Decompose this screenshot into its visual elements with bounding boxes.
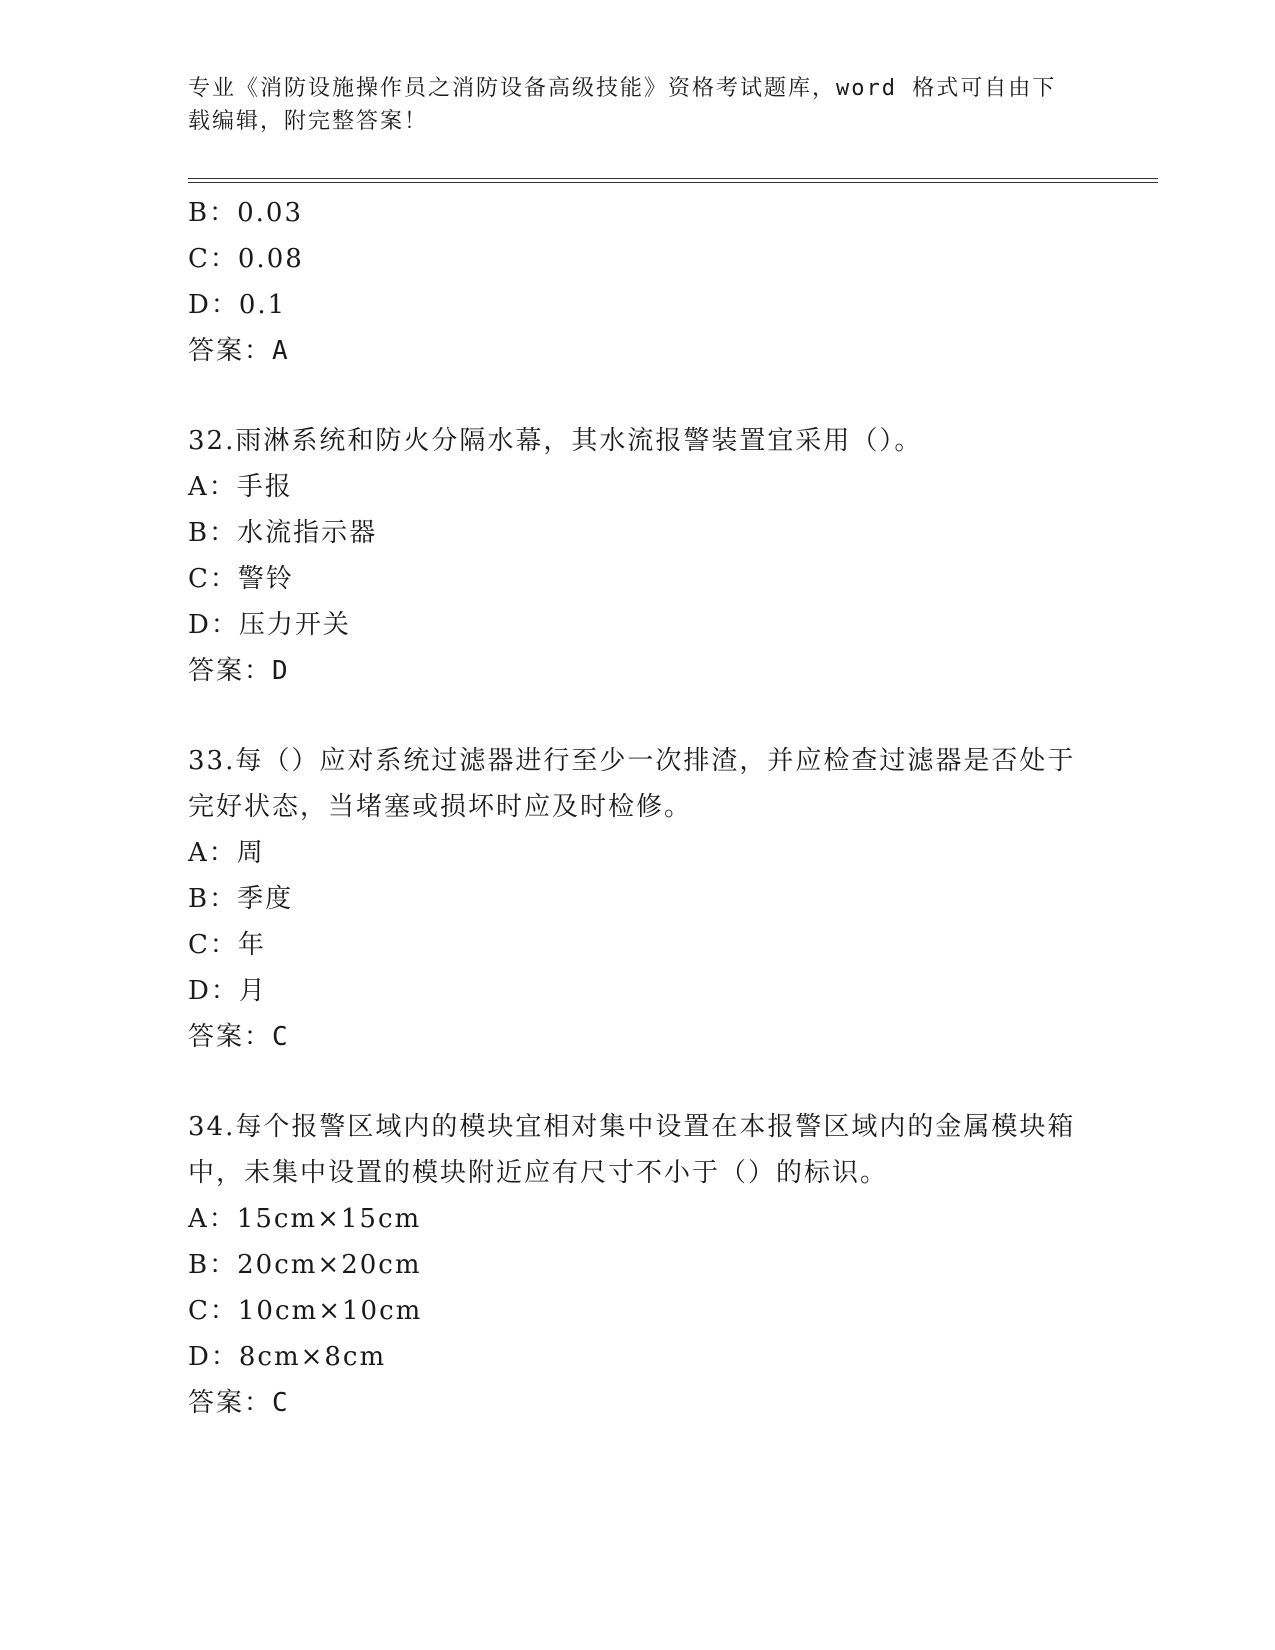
option-b: B：季度 bbox=[188, 884, 294, 914]
header-divider-top bbox=[188, 178, 1158, 179]
option-d: D：8cm×8cm bbox=[188, 1342, 387, 1372]
question-text: 33.每（）应对系统过滤器进行至少一次排渣，并应检查过滤器是否处于完好状态，当堵塞或损坏时应及时检修。 bbox=[188, 746, 1076, 822]
option-a: A：15cm×15cm bbox=[188, 1204, 422, 1234]
option-c: C：0.08 bbox=[188, 244, 304, 274]
option-a: A：手报 bbox=[188, 472, 293, 502]
continued-question bbox=[188, 190, 1088, 374]
question-32 bbox=[188, 418, 1088, 694]
document-header bbox=[188, 72, 1068, 138]
option-c: C：警铃 bbox=[188, 564, 294, 594]
answer: 答案：C bbox=[188, 1388, 290, 1418]
question-34 bbox=[188, 1104, 1088, 1426]
question-33 bbox=[188, 738, 1088, 1060]
answer: 答案：C bbox=[188, 1022, 290, 1052]
option-b: B：0.03 bbox=[188, 198, 303, 228]
option-c: C：年 bbox=[188, 930, 266, 960]
option-c: C：10cm×10cm bbox=[188, 1296, 423, 1326]
option-d: D：月 bbox=[188, 976, 267, 1006]
answer: 答案：A bbox=[188, 336, 290, 366]
question-list bbox=[188, 190, 1088, 1426]
question-text: 32.雨淋系统和防火分隔水幕，其水流报警装置宜采用（）。 bbox=[188, 426, 923, 456]
option-b: B：20cm×20cm bbox=[188, 1250, 422, 1280]
option-d: D：压力开关 bbox=[188, 610, 351, 640]
option-d: D：0.1 bbox=[188, 290, 287, 320]
header-line-2: 载编辑，附完整答案！ bbox=[188, 109, 429, 134]
header-line-1: 专业《消防设施操作员之消防设备高级技能》资格考试题库，word 格式可自由下 bbox=[188, 76, 1057, 101]
answer: 答案：D bbox=[188, 656, 290, 686]
header-divider-bottom bbox=[188, 182, 1158, 183]
option-b: B：水流指示器 bbox=[188, 518, 378, 548]
option-a: A：周 bbox=[188, 838, 265, 868]
question-text: 34.每个报警区域内的模块宜相对集中设置在本报警区域内的金属模块箱中，未集中设置的模块附近应有尺寸不小于（）的标识。 bbox=[188, 1112, 1076, 1188]
